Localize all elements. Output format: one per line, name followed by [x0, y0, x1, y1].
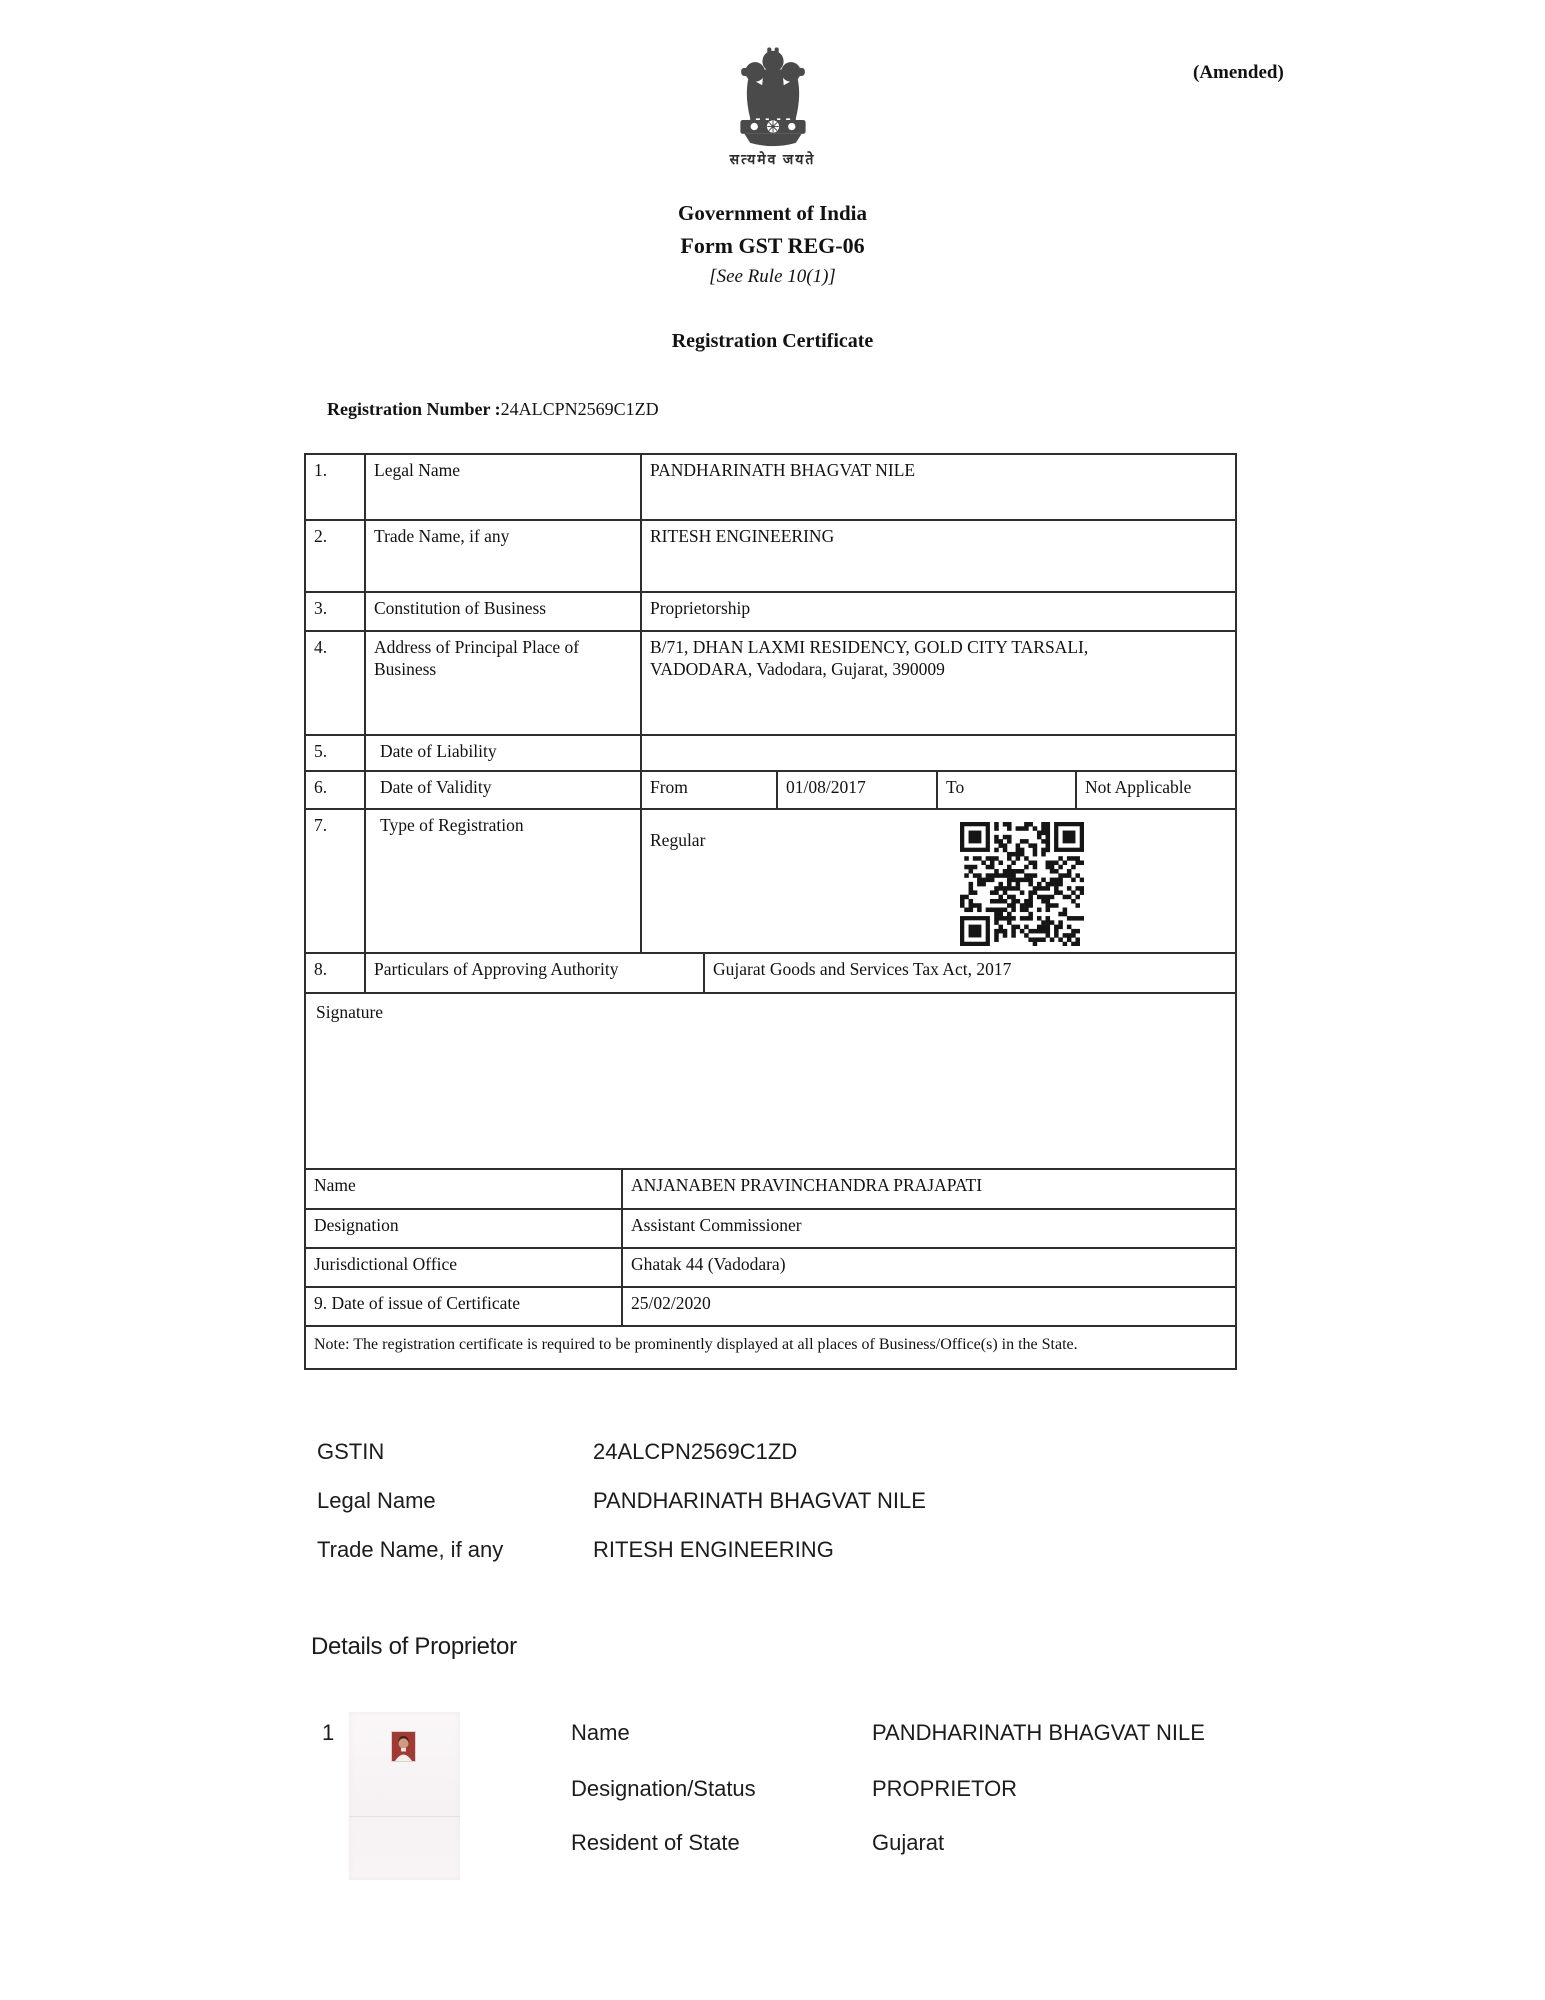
- summary-value: PANDHARINATH BHAGVAT NILE: [593, 1488, 926, 1514]
- registration-number-value: 24ALCPN2569C1ZD: [500, 399, 659, 419]
- row-number: 2.: [306, 521, 366, 591]
- row-label: Address of Principal Place of Business: [366, 632, 642, 734]
- proprietor-index: 1: [322, 1720, 335, 1745]
- certificate-table: [304, 453, 1237, 1370]
- qr-code-icon: [960, 822, 1084, 946]
- row-number: 8.: [306, 954, 366, 992]
- registration-type-text: Regular: [650, 830, 706, 850]
- satyameva-jayate-motto: सत्यमेव जयते: [729, 153, 816, 168]
- government-of-india-title: Government of India: [678, 201, 867, 225]
- row-number: 3.: [306, 593, 366, 630]
- proprietor-field-label: Resident of State: [571, 1830, 740, 1855]
- row-label: Date of Liability: [366, 736, 642, 770]
- registration-number-label: Registration Number :: [327, 399, 501, 419]
- officer-row-date-of-issue: [306, 1288, 1235, 1327]
- amended-flag: (Amended): [1193, 62, 1284, 83]
- officer-label: Jurisdictional Office: [306, 1249, 623, 1286]
- table-row-address: [306, 632, 1235, 736]
- officer-label: Name: [306, 1170, 623, 1208]
- officer-label: Designation: [306, 1210, 623, 1247]
- officer-label: 9. Date of issue of Certificate: [306, 1288, 623, 1325]
- officer-value: Ghatak 44 (Vadodara): [631, 1254, 786, 1274]
- summary-label: Legal Name: [317, 1488, 436, 1514]
- row-number: 6.: [306, 772, 366, 808]
- summary-value: 24ALCPN2569C1ZD: [593, 1439, 798, 1464]
- summary-label: Trade Name, if any: [317, 1537, 504, 1563]
- validity-from-label: From: [642, 772, 778, 808]
- summary-label: GSTIN: [317, 1439, 385, 1464]
- row-label: Constitution of Business: [366, 593, 642, 630]
- officer-row-jurisdictional-office: [306, 1249, 1235, 1288]
- row-label: Trade Name, if any: [366, 521, 642, 591]
- row-number: 7.: [306, 810, 366, 952]
- ashoka-emblem-icon: [730, 45, 816, 151]
- row-value: RITESH ENGINEERING: [650, 526, 835, 546]
- officer-value: ANJANABEN PRAVINCHANDRA PRAJAPATI: [631, 1175, 983, 1195]
- row-label: Type of Registration: [366, 810, 642, 952]
- validity-to-value: Not Applicable: [1085, 777, 1192, 797]
- details-of-proprietor-heading: Details of Proprietor: [311, 1633, 517, 1660]
- row-value: [642, 632, 1235, 734]
- row-label: Legal Name: [366, 455, 642, 519]
- table-row-legal-name: [306, 455, 1235, 521]
- table-row-date-of-liability: [306, 736, 1235, 772]
- passport-photo-icon: [392, 1732, 415, 1761]
- address-text: B/71, DHAN LAXMI RESIDENCY, GOLD CITY TARSALI, VADODARA, Vadodara, Gujarat, 390009: [650, 637, 1089, 679]
- registration-number-line: [327, 399, 659, 420]
- proprietor-field-label: Designation/Status: [571, 1776, 756, 1801]
- rule-reference: [See Rule 10(1)]: [709, 266, 836, 287]
- proprietor-field-label: Name: [571, 1720, 630, 1745]
- table-row-approving-authority: [306, 954, 1235, 994]
- table-row-constitution: [306, 593, 1235, 632]
- signature-label: Signature: [316, 1002, 384, 1022]
- signature-row: [306, 994, 1235, 1170]
- officer-row-designation: [306, 1210, 1235, 1249]
- officer-row-name: [306, 1170, 1235, 1210]
- gstin-summary: [317, 1440, 926, 1561]
- summary-value: RITESH ENGINEERING: [593, 1537, 834, 1563]
- row-label: Particulars of Approving Authority: [366, 954, 705, 992]
- row-value-empty: [642, 736, 1235, 770]
- form-title: Form GST REG-06: [680, 233, 865, 258]
- officer-value: 25/02/2020: [631, 1293, 711, 1313]
- row-label: Date of Validity: [366, 772, 642, 808]
- table-row-trade-name: [306, 521, 1235, 593]
- validity-to-label: To: [938, 772, 1077, 808]
- table-row-type-of-registration: [306, 810, 1235, 954]
- officer-value: Assistant Commissioner: [631, 1215, 802, 1235]
- proprietor-field-value: PANDHARINATH BHAGVAT NILE: [872, 1720, 1205, 1745]
- row-number: 4.: [306, 632, 366, 734]
- photo-crease-line: [349, 1816, 460, 1817]
- proprietor-photo: [349, 1712, 460, 1880]
- note-text: Note: The registration certificate is required to be prominently displayed at all places of Business/Office(s) in the State.: [314, 1336, 1078, 1353]
- row-number: 5.: [306, 736, 366, 770]
- proprietor-field-value: Gujarat: [872, 1830, 945, 1855]
- certificate-title: Registration Certificate: [671, 330, 874, 352]
- note-row: [306, 1327, 1235, 1368]
- row-value: PANDHARINATH BHAGVAT NILE: [650, 460, 916, 480]
- row-value: Proprietorship: [650, 598, 751, 618]
- proprietor-field-value: PROPRIETOR: [872, 1776, 1018, 1801]
- validity-from-value: 01/08/2017: [778, 772, 938, 808]
- row-value: [642, 810, 1235, 952]
- row-value: Gujarat Goods and Services Tax Act, 2017: [713, 959, 1012, 979]
- row-number: 1.: [306, 455, 366, 519]
- table-row-date-of-validity: [306, 772, 1235, 810]
